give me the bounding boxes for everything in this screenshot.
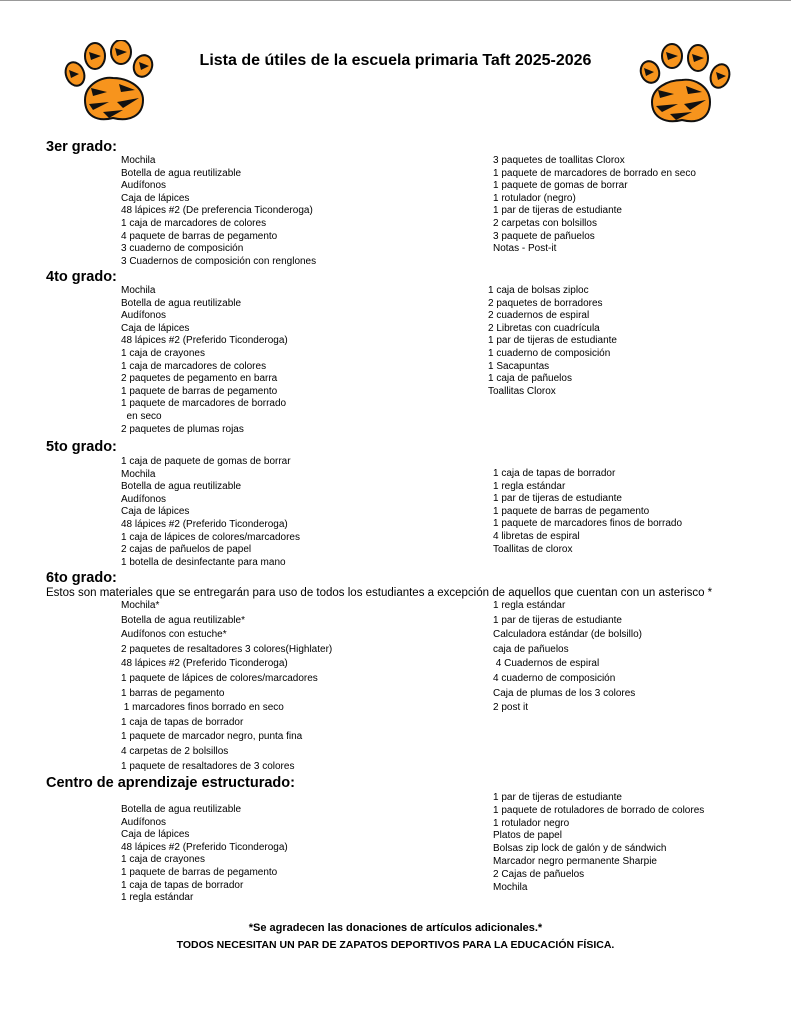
list-item: Botella de agua reutilizable [121, 297, 242, 309]
list-item: 2 Libretas con cuadrícula [488, 322, 600, 334]
list-item: 2 paquetes de borradores [488, 297, 603, 309]
list-item: 1 marcadores finos borrado en seco [121, 702, 284, 714]
list-item: caja de pañuelos [493, 643, 569, 655]
list-item: Audífonos [121, 816, 167, 828]
list-item: 1 paquete de marcadores de borrado en seco [493, 167, 696, 179]
list-item: 2 cuadernos de espiral [488, 310, 590, 322]
list-item: Mochila [121, 285, 156, 296]
list-item: Mochila [121, 468, 156, 480]
list-item: 1 botella de desinfectante para mano [121, 556, 286, 568]
list-6th-grade-right [493, 599, 642, 716]
list-item: Toallitas Clorox [488, 385, 556, 397]
list-item: 1 paquete de barras de pegamento [121, 385, 278, 397]
footer-donations-note: *Se agradecen las donaciones de artículos adicionales.* [248, 922, 543, 934]
list-item: Caja de lápices [121, 506, 190, 518]
list-item: 48 lápices #2 (Preferido Ticonderoga) [121, 841, 288, 853]
list-item: 1 cuaderno de composición [488, 347, 611, 359]
list-item: 1 paquete de marcadores de borrado [121, 398, 287, 410]
list-4th-grade-right [488, 285, 617, 398]
list-item: 48 lápices #2 (Preferido Ticonderoga) [121, 335, 288, 347]
list-item: 1 regla estándar [493, 480, 566, 492]
page-title: Lista de útiles de la escuela primaria Taft 2025-2026 [199, 52, 592, 69]
list-item: 48 lápices #2 (Preferido Ticonderoga) [121, 658, 288, 670]
list-item: 48 lápices #2 (De preferencia Ticonderoga) [121, 205, 313, 217]
list-item: 2 Cajas de pañuelos [493, 868, 585, 880]
list-item: Mochila* [121, 600, 160, 611]
list-item: 1 paquete de barras de pegamento [121, 866, 278, 878]
list-item: 1 paquete de resaltadores de 3 colores [121, 760, 295, 772]
list-item: Caja de lápices [121, 829, 190, 841]
list-item: Botella de agua reutilizable [121, 804, 242, 815]
list-item: 1 paquete de marcadores finos de borrado [493, 518, 683, 530]
list-item: Mochila [121, 155, 156, 166]
list-item: 1 par de tijeras de estudiante [493, 493, 622, 505]
list-item: 1 par de tijeras de estudiante [488, 335, 617, 347]
list-item: 1 par de tijeras de estudiante [493, 614, 622, 626]
list-item: 4 cuaderno de composición [493, 672, 616, 684]
list-item: 4 carpetas de 2 bolsillos [121, 745, 229, 757]
list-item: 1 caja de marcadores de colores [121, 217, 267, 229]
list-item: Botella de agua reutilizable [121, 481, 242, 493]
list-item: 1 paquete de gomas de borrar [493, 180, 628, 192]
list-item: 1 caja de lápices de colores/marcadores [121, 531, 300, 543]
list-item: 1 caja de crayones [121, 347, 205, 359]
list-item: 1 barras de pegamento [121, 687, 225, 699]
list-item: 1 paquete de marcador negro, punta fina [121, 731, 303, 743]
section-heading-4th-grade: 4to grado: [46, 269, 117, 285]
list-item: Audífonos [121, 493, 167, 505]
list-item: 1 regla estándar [121, 892, 194, 904]
list-item: Caja de lápices [121, 192, 190, 204]
list-item: 1 paquete de lápices de colores/marcadores [121, 672, 318, 684]
list-item: 1 Sacapuntas [488, 360, 550, 372]
list-item: 2 paquetes de resaltadores 3 colores(Highlater) [121, 643, 333, 655]
list-item: 1 caja de crayones [121, 854, 205, 866]
list-item: Caja de lápices [121, 322, 190, 334]
list-3rd-grade-left [121, 155, 316, 268]
list-item: Audífonos [121, 310, 167, 322]
list-structured-learning-right [493, 792, 704, 894]
list-item: 1 paquete de rotuladores de borrado de colores [493, 804, 705, 816]
list-item: 1 caja de marcadores de colores [121, 360, 267, 372]
list-item: Audífonos con estuche* [121, 629, 227, 641]
list-item: 1 par de tijeras de estudiante [493, 792, 622, 803]
list-item: Audífonos [121, 180, 167, 192]
list-item: 2 post it [493, 702, 529, 714]
list-item: Platos de papel [493, 830, 562, 842]
list-item: 4 Cuadernos de espiral [493, 658, 600, 670]
list-item: 48 lápices #2 (Preferido Ticonderoga) [121, 518, 288, 530]
list-item: 1 caja de tapas de borrador [121, 879, 244, 891]
list-structured-learning-left [121, 804, 288, 905]
list-6th-grade-left [121, 599, 332, 774]
list-item: Bolsas zip lock de galón y de sándwich [493, 843, 667, 855]
list-item: 1 caja de tapas de borrador [121, 716, 244, 728]
list-item: 1 caja de bolsas ziploc [488, 285, 589, 296]
list-item: 1 caja de paquete de gomas de borrar [121, 456, 291, 467]
list-item: Notas - Post-it [493, 243, 557, 255]
list-item: 2 cajas de pañuelos de papel [121, 544, 252, 556]
list-item: 1 par de tijeras de estudiante [493, 205, 622, 217]
list-item: Marcador negro permanente Sharpie [493, 855, 657, 867]
list-item: 4 paquete de barras de pegamento [121, 230, 278, 242]
section-heading-3rd-grade: 3er grado: [46, 139, 117, 155]
list-5th-grade-right [493, 468, 682, 556]
page-top-border [0, 0, 791, 1]
list-item: Mochila [493, 881, 528, 893]
list-item: 2 carpetas con bolsillos [493, 217, 597, 229]
list-item: 1 rotulador negro [493, 817, 570, 829]
list-item: 1 paquete de barras de pegamento [493, 505, 650, 517]
list-item: en seco [121, 410, 162, 422]
list-item: 2 paquetes de pegamento en barra [121, 373, 278, 385]
list-item: 1 caja de tapas de borrador [493, 468, 616, 479]
list-4th-grade-left [121, 285, 288, 436]
list-item: 3 paquetes de toallitas Clorox [493, 155, 625, 166]
list-item: 3 Cuadernos de composición con renglones [121, 255, 317, 267]
list-item: 3 paquete de pañuelos [493, 230, 595, 242]
section-heading-6th-grade: 6to grado: [46, 570, 117, 586]
list-item: Calculadora estándar (de bolsillo) [493, 629, 642, 641]
list-item: Botella de agua reutilizable [121, 167, 242, 179]
list-item: 3 cuaderno de composición [121, 243, 244, 255]
list-5th-grade-left [121, 456, 300, 569]
footer-shoes-note: TODOS NECESITAN UN PAR DE ZAPATOS DEPORTIVOS PARA LA EDUCACIÓN FÍSICA. [176, 939, 615, 951]
list-item: 1 caja de pañuelos [488, 373, 572, 385]
list-item: 2 paquetes de plumas rojas [121, 423, 244, 435]
section-note-6th-grade: Estos son materiales que se entregarán para uso de todos los estudiantes a excepción de aquellos que cuentan con un asterisco * [46, 587, 713, 599]
list-item: Botella de agua reutilizable* [121, 614, 245, 626]
list-item: Caja de plumas de los 3 colores [493, 687, 636, 699]
list-item: 1 regla estándar [493, 600, 566, 611]
list-item: 4 libretas de espiral [493, 530, 580, 542]
list-item: 1 rotulador (negro) [493, 192, 576, 204]
list-3rd-grade-right [493, 155, 696, 256]
section-heading-5th-grade: 5to grado: [46, 439, 117, 455]
section-heading-structured-learning: Centro de aprendizaje estructurado: [46, 775, 295, 791]
list-item: Toallitas de clorox [493, 543, 573, 555]
